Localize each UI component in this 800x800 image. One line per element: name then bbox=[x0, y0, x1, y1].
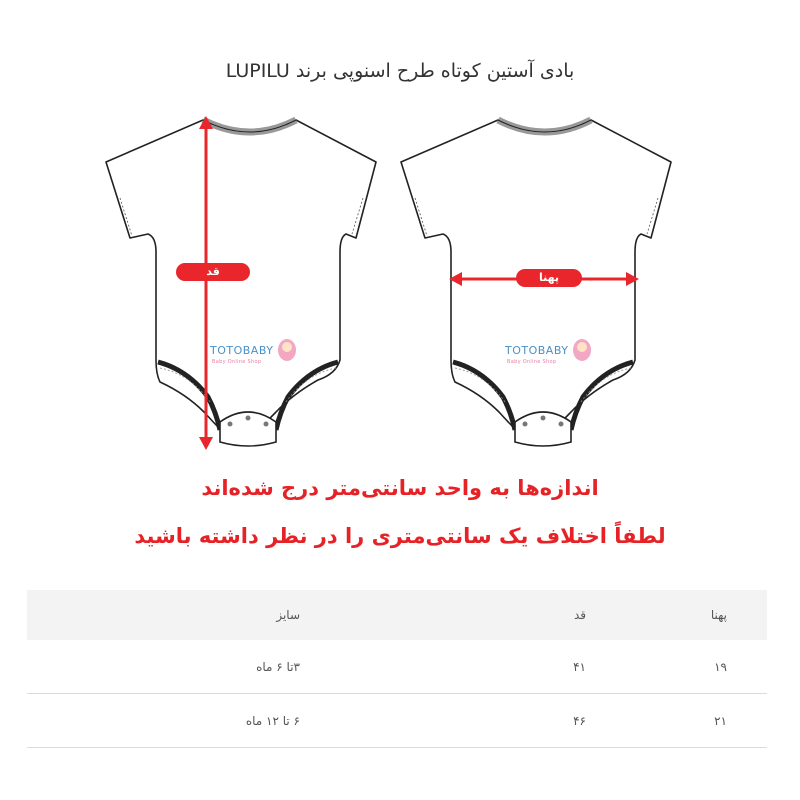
table-row bbox=[27, 640, 767, 694]
tolerance-notice: لطفاً اختلاف یک سانتی‌متری را در نظر داشته باشید bbox=[134, 524, 666, 548]
width-label-pill: پهنا bbox=[516, 269, 582, 287]
height-label-pill: قد bbox=[176, 263, 250, 281]
size-table bbox=[27, 590, 767, 748]
brand-logo-text: TOTOBABY bbox=[505, 344, 569, 357]
header-width: پهنا bbox=[586, 590, 767, 640]
bodysuit-width-diagram bbox=[393, 112, 693, 462]
bodysuit-height-diagram bbox=[98, 112, 398, 462]
brand-logo-text: TOTOBABY bbox=[210, 344, 274, 357]
cell-size: ۳تا ۶ ماه bbox=[27, 640, 300, 694]
table-row bbox=[27, 694, 767, 748]
cell-width: ۱۹ bbox=[586, 640, 767, 694]
cell-height: ۴۶ bbox=[300, 694, 586, 748]
brand-baby-icon bbox=[571, 338, 593, 362]
brand-sub-text: Baby Online Shop bbox=[507, 359, 557, 365]
page-title: بادی آستین کوتاه طرح اسنوپی برند LUPILU bbox=[225, 60, 575, 82]
bodysuit-outline-left bbox=[98, 112, 398, 462]
cell-size: ۶ تا ۱۲ ماه bbox=[27, 694, 300, 748]
header-height: قد bbox=[300, 590, 586, 640]
cell-height: ۴۱ bbox=[300, 640, 586, 694]
brand-sub-text: Baby Online Shop bbox=[212, 359, 262, 365]
cell-width: ۲۱ bbox=[586, 694, 767, 748]
units-notice: اندازه‌ها به واحد سانتی‌متر درج شده‌اند bbox=[201, 476, 599, 500]
bodysuit-outline-right bbox=[393, 112, 693, 462]
table-header-row bbox=[27, 590, 767, 640]
brand-baby-icon bbox=[276, 338, 298, 362]
header-size: سایز bbox=[27, 590, 300, 640]
